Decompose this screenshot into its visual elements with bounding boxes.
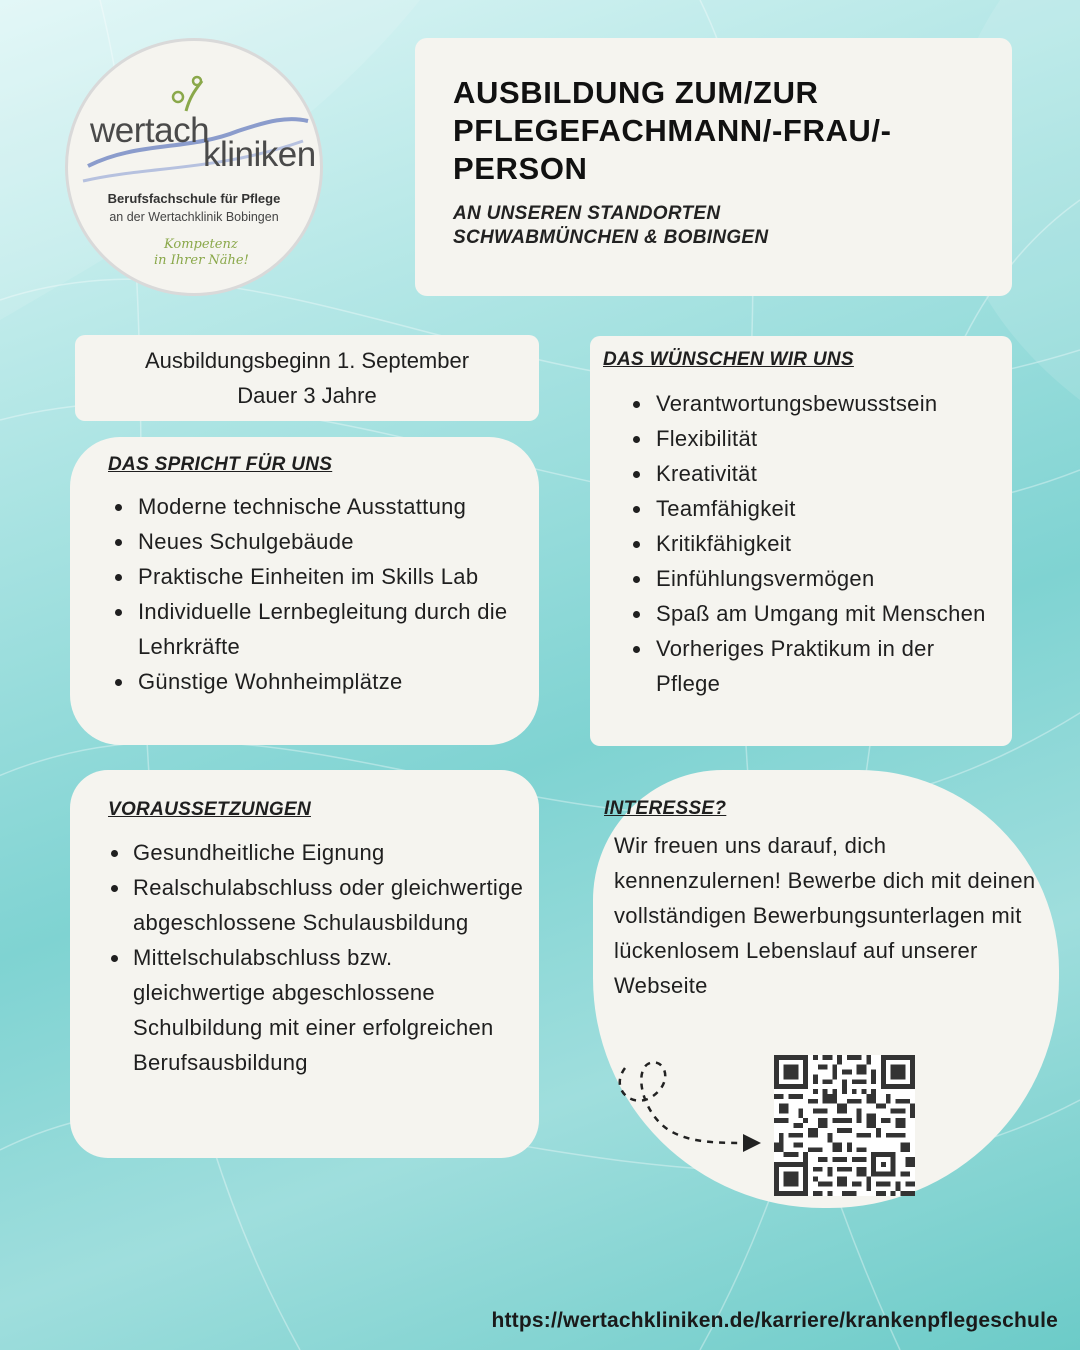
list-item: Neues Schulgebäude (108, 524, 529, 559)
list-item: Gesundheitliche Eignung (108, 835, 529, 870)
benefits-card (70, 437, 539, 745)
requirements-title: VORAUSSETZUNGEN (108, 799, 311, 820)
website-url[interactable]: https://wertachkliniken.de/karriere/krankenpflegeschule (491, 1309, 1058, 1332)
qr-code-icon[interactable] (774, 1055, 915, 1196)
list-item: Praktische Einheiten im Skills Lab (108, 559, 529, 594)
benefits-title: DAS SPRICHT FÜR UNS (108, 454, 333, 475)
duration: Dauer 3 Jahre (237, 383, 377, 408)
logo-word-wertach: wertach (90, 111, 210, 150)
list-item: Einfühlungsvermögen (626, 561, 1002, 596)
wishes-list (603, 386, 1002, 701)
list-item: Teamfähigkeit (626, 491, 1002, 526)
list-item: Verantwortungsbewusstsein (626, 386, 1002, 421)
benefits-list (108, 489, 529, 699)
wishes-card (590, 336, 1012, 746)
dashed-arrow-icon (605, 1058, 765, 1158)
list-item: Flexibilität (626, 421, 1002, 456)
start-info-card (75, 335, 539, 421)
interest-title: INTERESSE? (604, 798, 727, 819)
interest-card (593, 770, 1059, 1208)
requirements-card (70, 770, 539, 1158)
list-item: Kritikfähigkeit (626, 526, 1002, 561)
start-date: Ausbildungsbeginn 1. September (144, 348, 470, 373)
logo (65, 38, 323, 296)
logo-clinic-name: an der Wertachklinik Bobingen (109, 210, 279, 224)
interest-text: Wir freuen uns darauf, dich kennenzulernen! Bewerbe dich mit deinen vollständigen Bewerbungsunterlagen mit lückenlosem Lebenslauf auf unserer Webseite (614, 833, 1036, 998)
list-item: Individuelle Lernbegleitung durch die Lehrkräfte (108, 594, 529, 664)
subtitle-line-1: AN UNSEREN STANDORTEN (453, 203, 721, 224)
logo-school-name: Berufsfachschule für Pflege (107, 191, 281, 206)
logo-tagline-1: Kompetenz (164, 237, 238, 252)
list-item: Realschulabschluss oder gleichwertige abgeschlossene Schulausbildung (108, 870, 529, 940)
page-title: AUSBILDUNG ZUM/ZUR PFLEGEFACHMANN/-FRAU/-PERSON (453, 75, 892, 186)
list-item: Vorheriges Praktikum in der Pflege (626, 631, 1002, 701)
list-item: Günstige Wohnheimplätze (108, 664, 529, 699)
list-item: Mittelschulabschluss bzw. gleichwertige abgeschlossene Schulbildung mit einer erfolgreichen Berufsausbildung (108, 940, 529, 1080)
requirements-list (108, 835, 529, 1080)
logo-word-kliniken: kliniken (203, 135, 316, 174)
page-subtitle (453, 202, 982, 250)
list-item: Spaß am Umgang mit Menschen (626, 596, 1002, 631)
wishes-title: DAS WÜNSCHEN WIR UNS (603, 349, 854, 370)
list-item: Moderne technische Ausstattung (108, 489, 529, 524)
subtitle-line-2: SCHWABMÜNCHEN & BOBINGEN (453, 227, 769, 248)
logo-tagline-2: in Ihrer Nähe! (154, 253, 249, 268)
list-item: Kreativität (626, 456, 1002, 491)
title-card (415, 38, 1012, 296)
